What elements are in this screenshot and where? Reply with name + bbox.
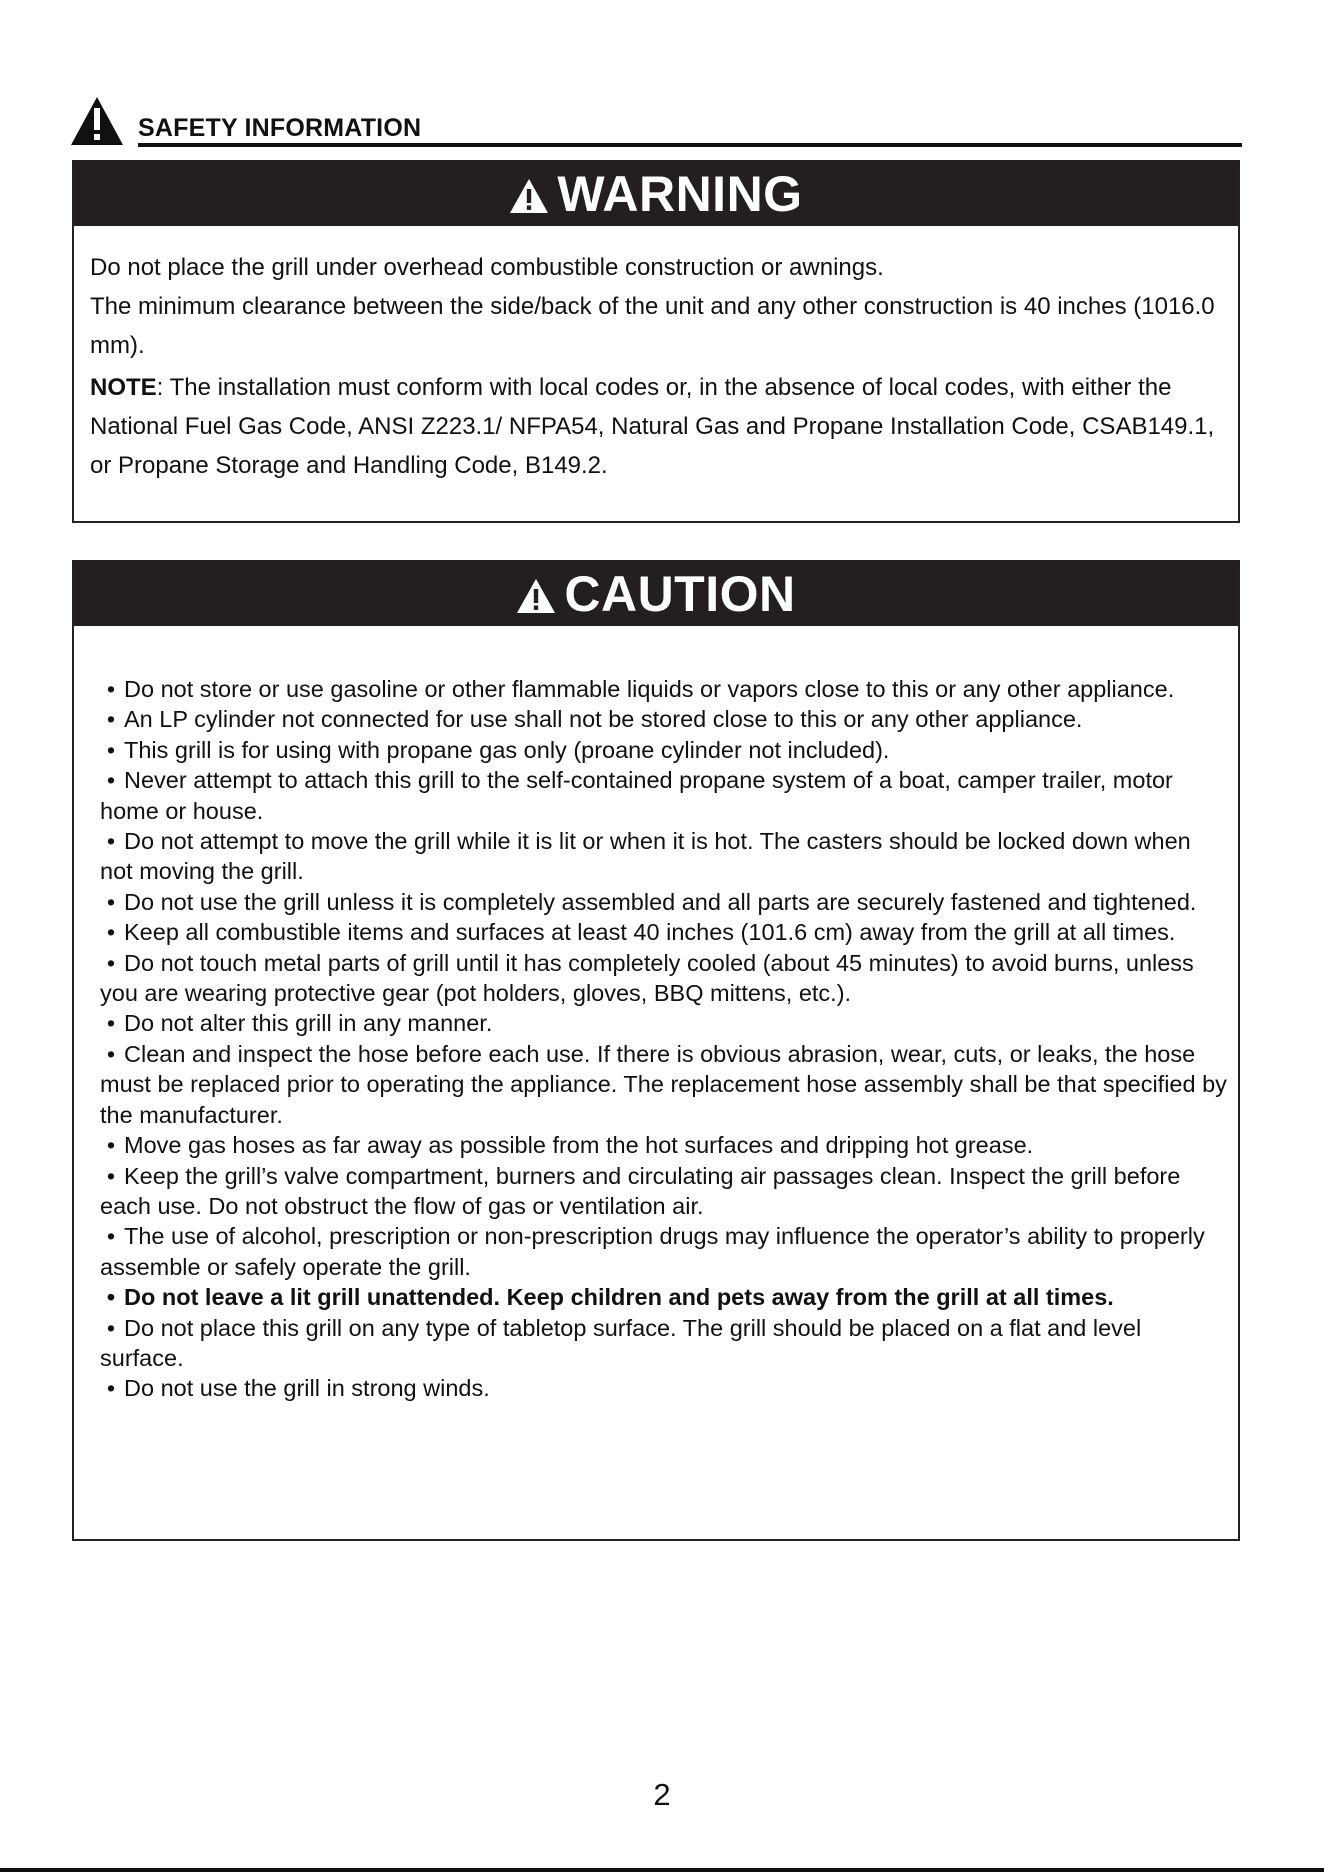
list-item: • An LP cylinder not connected for use shall not be stored close to this or any other appliance. [100,704,1228,734]
bullet: • [106,828,116,855]
list-item: • Do not attempt to move the grill while it is lit or when it is hot. The casters should be locked down when not moving the grill. [100,828,1191,885]
section-divider [138,143,1242,147]
bullet: • [106,1375,116,1402]
warning-triangle-icon [509,178,549,214]
bullet: • [106,1010,116,1037]
warning-paragraph: The minimum clearance between the side/back of the unit and any other construction is 40 inches (1016.0 mm). [90,293,1215,359]
bullet: • [106,1040,116,1067]
caution-banner [74,562,1238,626]
warning-body [74,226,1238,485]
bullet: • [106,767,116,794]
bottom-rule [0,1868,1324,1872]
caution-label: CAUTION [564,566,796,622]
caution-box [72,560,1240,1541]
list-item: • Never attempt to attach this grill to the self-contained propane system of a boat, camper trailer, motor home or house. [100,767,1173,824]
list-item-emphasis: • Do not leave a lit grill unattended. Keep children and pets away from the grill at all times. [100,1282,1228,1312]
list-item: • Do not use the grill in strong winds. [100,1373,1228,1403]
list-item: • The use of alcohol, prescription or non-prescription drugs may influence the operator’s ability to properly assemble or safely operate the grill. [100,1223,1205,1280]
bullet: • [106,706,116,733]
bullet: • [106,949,116,976]
note-text: : The installation must conform with local codes or, in the absence of local codes, with either the National Fuel Gas Code, ANSI Z223.1/ NFPA54, Natural Gas and Propane Installation Code, CSAB149.1, or Propane Storage and Handling Code, B149.2. [90,374,1215,479]
page-number: 2 [653,1777,671,1812]
bullet: • [106,919,116,946]
warning-box [72,160,1240,523]
note-label: NOTE [90,374,157,401]
warning-paragraph: Do not place the grill under overhead combustible construction or awnings. [90,254,884,281]
list-item: • Move gas hoses as far away as possible from the hot surfaces and dripping hot grease. [100,1130,1228,1160]
list-item: • Keep the grill’s valve compartment, burners and circulating air passages clean. Inspect the grill before each use. Do not obstruct the flow of gas or ventilation air. [100,1162,1181,1219]
list-item: • Clean and inspect the hose before each use. If there is obvious abrasion, wear, cuts, or leaks, the hose must be replaced prior to operating the appliance. The replacement hose assembly shall be that specified by the manufacturer. [100,1040,1227,1128]
bullet: • [106,1223,116,1250]
list-item: • Do not place this grill on any type of tabletop surface. The grill should be placed on a flat and level surface. [100,1314,1142,1371]
bullet: • [106,1284,116,1311]
list-item: • Do not alter this grill in any manner. [100,1008,1228,1038]
bullet: • [106,1162,116,1189]
bullet: • [106,736,116,763]
bullet: • [106,888,116,915]
bullet: • [106,1314,116,1341]
bullet: • [106,676,116,702]
warning-label: WARNING [557,166,803,222]
bullet: • [106,1132,116,1159]
list-item: • Do not use the grill unless it is completely assembled and all parts are securely fastened and tightened. [100,887,1228,917]
caution-body [74,626,1238,1404]
warning-triangle-icon [516,578,556,614]
list-item: • Do not store or use gasoline or other flammable liquids or vapors close to this or any other appliance. [100,674,1228,704]
list-item: • Keep all combustible items and surfaces at least 40 inches (101.6 cm) away from the grill at all times. [100,917,1228,947]
caution-list [100,674,1228,1404]
section-title: SAFETY INFORMATION [138,114,422,142]
section-header [70,96,1242,148]
exclamation-triangle-icon [70,96,124,146]
list-item: • Do not touch metal parts of grill until it has completely cooled (about 45 minutes) to avoid burns, unless you are wearing protective gear (pot holders, gloves, BBQ mittens, etc.). [100,949,1194,1007]
list-item: • This grill is for using with propane gas only (proane cylinder not included). [100,735,1228,765]
warning-banner [74,162,1238,226]
warning-note [90,368,1224,485]
